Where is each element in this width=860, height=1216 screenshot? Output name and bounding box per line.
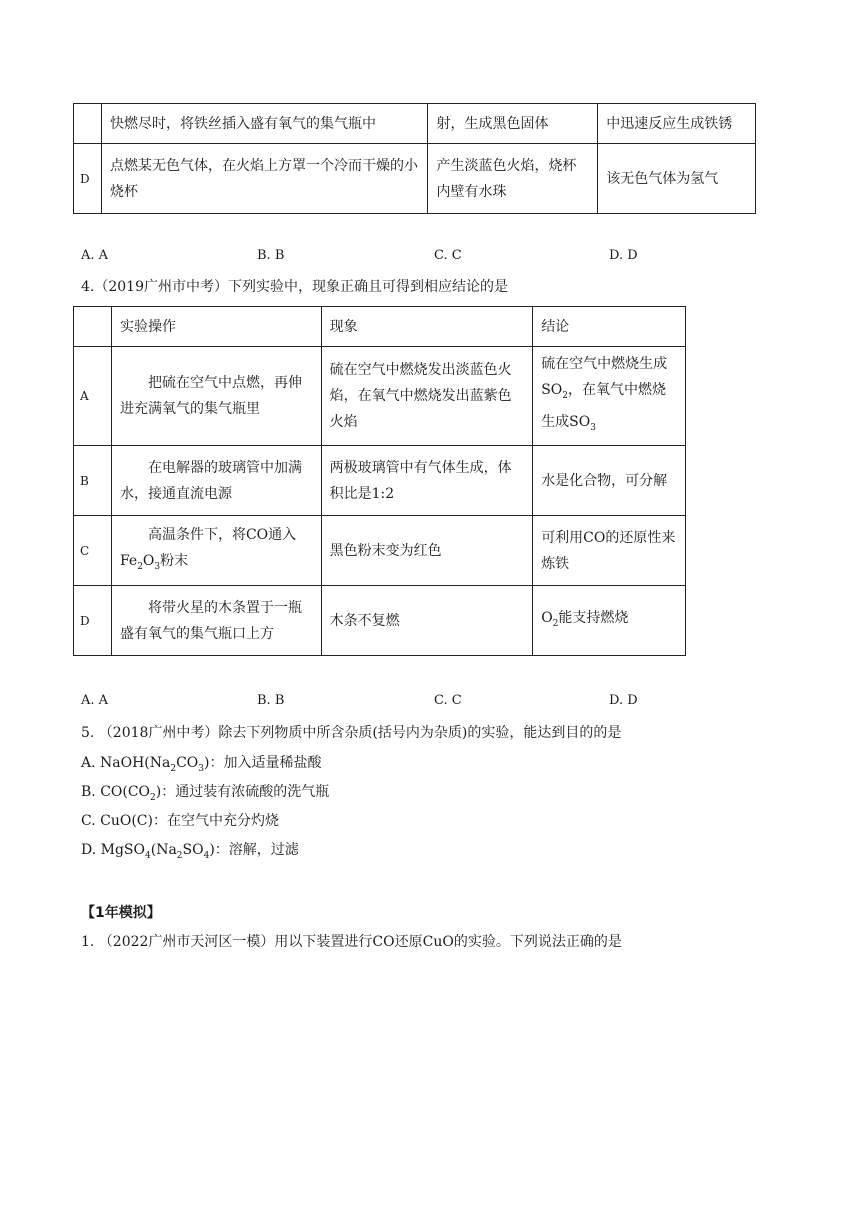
- table-row: [74, 347, 686, 446]
- q5-option-a[interactable]: A. $NaOH(Na_2CO_3)$：加入适量稀盐酸: [81, 755, 322, 774]
- header-conclusion: 结论: [533, 307, 686, 347]
- phenomenon-cell: 两极玻璃管中有气体生成，体积比是1:2: [321, 446, 533, 516]
- table-row: [74, 446, 686, 516]
- conclusion-cell: 可利用CO的还原性来炼铁: [533, 516, 686, 586]
- table-row: [74, 104, 756, 144]
- row-label: [74, 104, 102, 144]
- conclusion-cell: $O_2$能支持燃烧: [533, 586, 686, 656]
- table-row: [74, 516, 686, 586]
- phenomenon-cell: 硫在空气中燃烧发出淡蓝色火焰，在氧气中燃烧发出蓝紫色火焰: [321, 347, 533, 446]
- conclusion-cell: 水是化合物，可分解: [533, 446, 686, 516]
- phenomenon-cell: 射，生成黑色固体: [428, 104, 598, 144]
- option-a[interactable]: A. A: [81, 248, 109, 263]
- table-header-row: [74, 307, 686, 347]
- option-a[interactable]: A. A: [81, 693, 109, 708]
- header-operation: 实验操作: [111, 307, 321, 347]
- q1-stem: 1. （2022广州市天河区一模）用以下装置进行CO还原CuO的实验。下列说法正确的是: [81, 934, 622, 950]
- option-d[interactable]: D. D: [609, 693, 638, 708]
- row-label: D: [74, 586, 112, 656]
- operation-cell: 高温条件下，将CO通入$Fe_2O_3$粉末: [111, 516, 321, 586]
- row-label: D: [74, 144, 102, 214]
- table-q3-continued: [73, 103, 756, 214]
- row-label: A: [74, 347, 112, 446]
- conclusion-cell: 该无色气体为氢气: [598, 144, 756, 214]
- phenomenon-cell: 黑色粉末变为红色: [321, 516, 533, 586]
- row-label: B: [74, 446, 112, 516]
- phenomenon-cell: 产生淡蓝色火焰，烧杯内壁有水珠: [428, 144, 598, 214]
- q5-stem: 5. （2018广州中考）除去下列物质中所含杂质(括号内为杂质)的实验，能达到目的的是: [81, 725, 622, 741]
- table-q4: [73, 306, 686, 656]
- option-c[interactable]: C. C: [434, 693, 462, 708]
- header-blank: [74, 307, 112, 347]
- header-phenomenon: 现象: [321, 307, 533, 347]
- section-heading: 【1年模拟】: [81, 905, 161, 921]
- conclusion-cell: 中迅速反应生成铁锈: [598, 104, 756, 144]
- operation-cell: 把硫在空气中点燃，再伸进充满氧气的集气瓶里: [111, 347, 321, 446]
- table-row: [74, 144, 756, 214]
- q4-stem: 4.（2019广州市中考）下列实验中，现象正确且可得到相应结论的是: [81, 279, 508, 295]
- option-b[interactable]: B. B: [257, 693, 285, 708]
- operation-cell: 在电解器的玻璃管中加满水，接通直流电源: [111, 446, 321, 516]
- q5-option-c[interactable]: C. CuO(C)：在空气中充分灼烧: [81, 813, 279, 829]
- row-label: C: [74, 516, 112, 586]
- option-c[interactable]: C. C: [434, 248, 462, 263]
- q5-option-b[interactable]: B. $CO(CO_2)$：通过装有浓硫酸的洗气瓶: [81, 784, 330, 803]
- option-b[interactable]: B. B: [257, 248, 285, 263]
- operation-cell: 快燃尽时，将铁丝插入盛有氧气的集气瓶中: [101, 104, 427, 144]
- operation-cell: 点燃某无色气体，在火焰上方罩一个冷而干燥的小烧杯: [101, 144, 427, 214]
- option-d[interactable]: D. D: [609, 248, 638, 263]
- table-row: [74, 586, 686, 656]
- operation-cell: 将带火星的木条置于一瓶盛有氧气的集气瓶口上方: [111, 586, 321, 656]
- q5-option-d[interactable]: D. $MgSO_4(Na_2SO_4)$：溶解，过滤: [81, 842, 299, 861]
- conclusion-cell: 硫在空气中燃烧生成$SO_2$，在氧气中燃烧生成$SO_3$: [533, 347, 686, 446]
- phenomenon-cell: 木条不复燃: [321, 586, 533, 656]
